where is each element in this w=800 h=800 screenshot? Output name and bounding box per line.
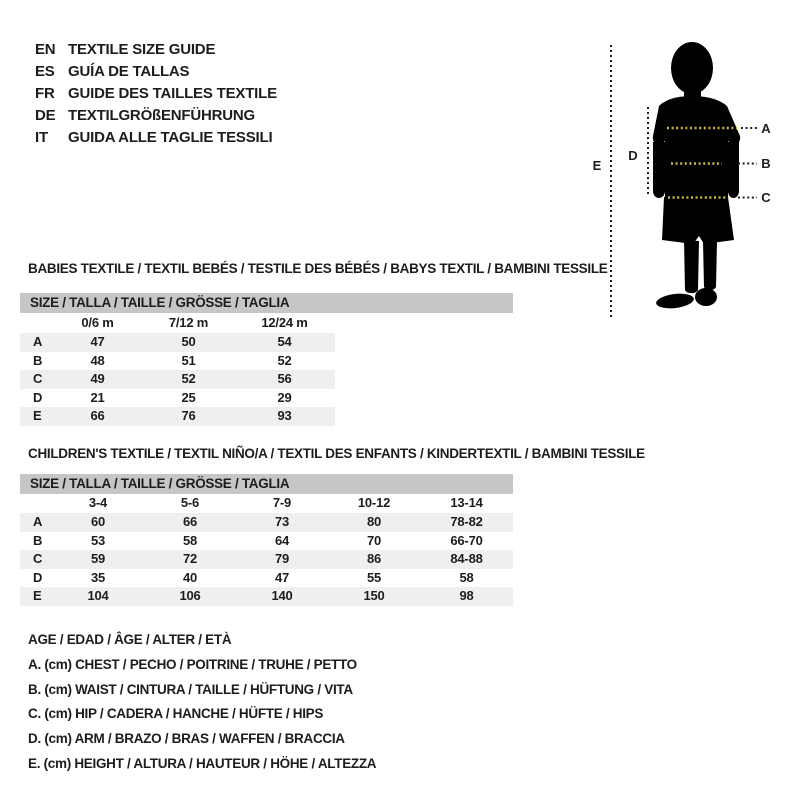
- language-code: ES: [35, 63, 55, 80]
- legend-item-chest: A. (cm) CHEST / PECHO / POITRINE / TRUHE / PETTO: [28, 656, 357, 672]
- language-list: [35, 39, 277, 149]
- children-size-table: [20, 493, 513, 606]
- row-label: E: [33, 408, 42, 424]
- table-cell: 50: [181, 334, 196, 349]
- row-label: C: [33, 371, 43, 387]
- column-header: 7/12 m: [168, 315, 209, 330]
- row-label: D: [33, 389, 43, 405]
- children-column-header-row: [20, 493, 513, 513]
- table-row-d: [20, 569, 513, 588]
- table-cell: 56: [277, 371, 292, 387]
- row-label: A: [33, 334, 43, 349]
- table-cell: 58: [182, 532, 198, 548]
- column-header: 5-6: [180, 495, 200, 510]
- table-cell: 52: [277, 352, 292, 368]
- table-row-d: [20, 389, 335, 408]
- language-code: EN: [35, 41, 56, 58]
- table-cell: 54: [277, 334, 292, 349]
- table-row-a: [20, 333, 335, 352]
- column-header-empty: [20, 493, 52, 513]
- figure-label-e: E: [592, 158, 602, 173]
- children-section-heading: CHILDREN'S TEXTILE / TEXTIL NIÑO/A / TEXTIL DES ENFANTS / KINDERTEXTIL / BAMBINI TESSILE: [28, 446, 645, 461]
- children-size-header-bar: SIZE / TALLA / TAILLE / GRÖSSE / TAGLIA: [20, 474, 513, 494]
- table-cell: 140: [271, 588, 293, 604]
- table-row-b: [20, 532, 513, 551]
- table-cell: 59: [90, 551, 106, 567]
- row-label: B: [33, 532, 43, 548]
- figure-label-c: C: [761, 190, 771, 205]
- table-cell: 86: [366, 551, 382, 567]
- table-row-e: [20, 587, 513, 606]
- table-cell: 78-82: [450, 514, 483, 529]
- legend-item-hip: C. (cm) HIP / CADERA / HANCHE / HÜFTE / HIPS: [28, 706, 324, 722]
- column-header: 13-14: [450, 495, 483, 510]
- table-cell: 52: [181, 371, 196, 387]
- table-cell: 73: [274, 514, 290, 529]
- figure-label-d: D: [628, 148, 638, 163]
- table-cell: 79: [274, 551, 290, 567]
- language-title: TEXTILGRÖßENFÜHRUNG: [68, 107, 256, 124]
- language-row-es: [35, 61, 277, 83]
- table-cell: 48: [90, 352, 105, 368]
- babies-size-table: [20, 313, 335, 426]
- table-cell: 70: [366, 532, 382, 548]
- table-cell: 66: [90, 408, 105, 424]
- babies-section-heading: BABIES TEXTILE / TEXTIL BEBÉS / TESTILE DES BÉBÉS / BABYS TEXTIL / BAMBINI TESSILE: [28, 261, 608, 276]
- column-header: 12/24 m: [261, 315, 308, 330]
- legend-item-waist: B. (cm) WAIST / CINTURA / TAILLE / HÜFTUNG / VITA: [28, 681, 353, 697]
- table-cell: 51: [181, 352, 196, 368]
- table-cell: 84-88: [450, 551, 483, 567]
- table-cell: 72: [182, 551, 198, 567]
- figure-label-b: B: [761, 156, 771, 171]
- legend-age-line: AGE / EDAD / ÂGE / ALTER / ETÀ: [28, 632, 232, 647]
- table-cell: 106: [179, 588, 201, 604]
- table-cell: 60: [90, 514, 106, 529]
- table-row-e: [20, 407, 335, 426]
- column-header: 7-9: [272, 495, 292, 510]
- row-label: E: [33, 588, 42, 604]
- figure-label-a: A: [761, 121, 771, 136]
- language-row-en: [35, 39, 277, 61]
- table-cell: 40: [182, 569, 198, 585]
- table-row-a: [20, 513, 513, 532]
- babies-size-header-bar: SIZE / TALLA / TAILLE / GRÖSSE / TAGLIA: [20, 293, 513, 313]
- babies-column-header-row: [20, 313, 335, 333]
- table-cell: 58: [459, 569, 474, 585]
- language-code: IT: [35, 129, 48, 146]
- column-header: 3-4: [88, 495, 108, 510]
- language-title: GUIDA ALLE TAGLIE TESSILI: [68, 129, 273, 146]
- legend-item-arm: D. (cm) ARM / BRAZO / BRAS / WAFFEN / BRACCIA: [28, 731, 345, 747]
- language-row-fr: [35, 83, 277, 105]
- table-cell: 47: [90, 334, 105, 349]
- language-row-de: [35, 105, 277, 127]
- table-cell: 66-70: [450, 532, 483, 548]
- table-cell: 25: [181, 389, 196, 405]
- column-header-empty: [20, 313, 52, 333]
- table-cell: 29: [277, 389, 292, 405]
- size-figure: [580, 25, 780, 325]
- language-title: GUIDE DES TAILLES TEXTILE: [68, 85, 277, 102]
- language-code: FR: [35, 85, 55, 102]
- table-cell: 21: [90, 389, 105, 405]
- row-label: A: [33, 514, 43, 529]
- row-label: C: [33, 551, 43, 567]
- table-cell: 80: [366, 514, 382, 529]
- table-row-c: [20, 550, 513, 569]
- column-header: 10-12: [357, 495, 391, 510]
- language-row-it: [35, 127, 277, 149]
- column-header: 0/6 m: [81, 315, 114, 330]
- row-label: D: [33, 569, 43, 585]
- table-row-c: [20, 370, 335, 389]
- measurement-legend: [28, 628, 376, 777]
- language-title: GUÍA DE TALLAS: [68, 63, 190, 80]
- table-cell: 55: [366, 569, 382, 585]
- table-cell: 150: [363, 588, 385, 604]
- table-cell: 104: [87, 588, 109, 604]
- table-cell: 35: [90, 569, 106, 585]
- table-cell: 47: [274, 569, 290, 585]
- table-cell: 98: [459, 588, 474, 604]
- row-label: B: [33, 352, 43, 368]
- language-title: TEXTILE SIZE GUIDE: [68, 41, 216, 58]
- table-cell: 53: [90, 532, 106, 548]
- language-code: DE: [35, 107, 56, 124]
- table-cell: 93: [277, 408, 292, 424]
- table-cell: 49: [90, 371, 105, 387]
- table-cell: 76: [181, 408, 196, 424]
- child-silhouette-icon: [653, 42, 740, 310]
- legend-item-height: E. (cm) HEIGHT / ALTURA / HAUTEUR / HÖHE / ALTEZZA: [28, 755, 377, 771]
- table-cell: 64: [274, 532, 290, 548]
- table-row-b: [20, 352, 335, 371]
- table-cell: 66: [182, 514, 198, 529]
